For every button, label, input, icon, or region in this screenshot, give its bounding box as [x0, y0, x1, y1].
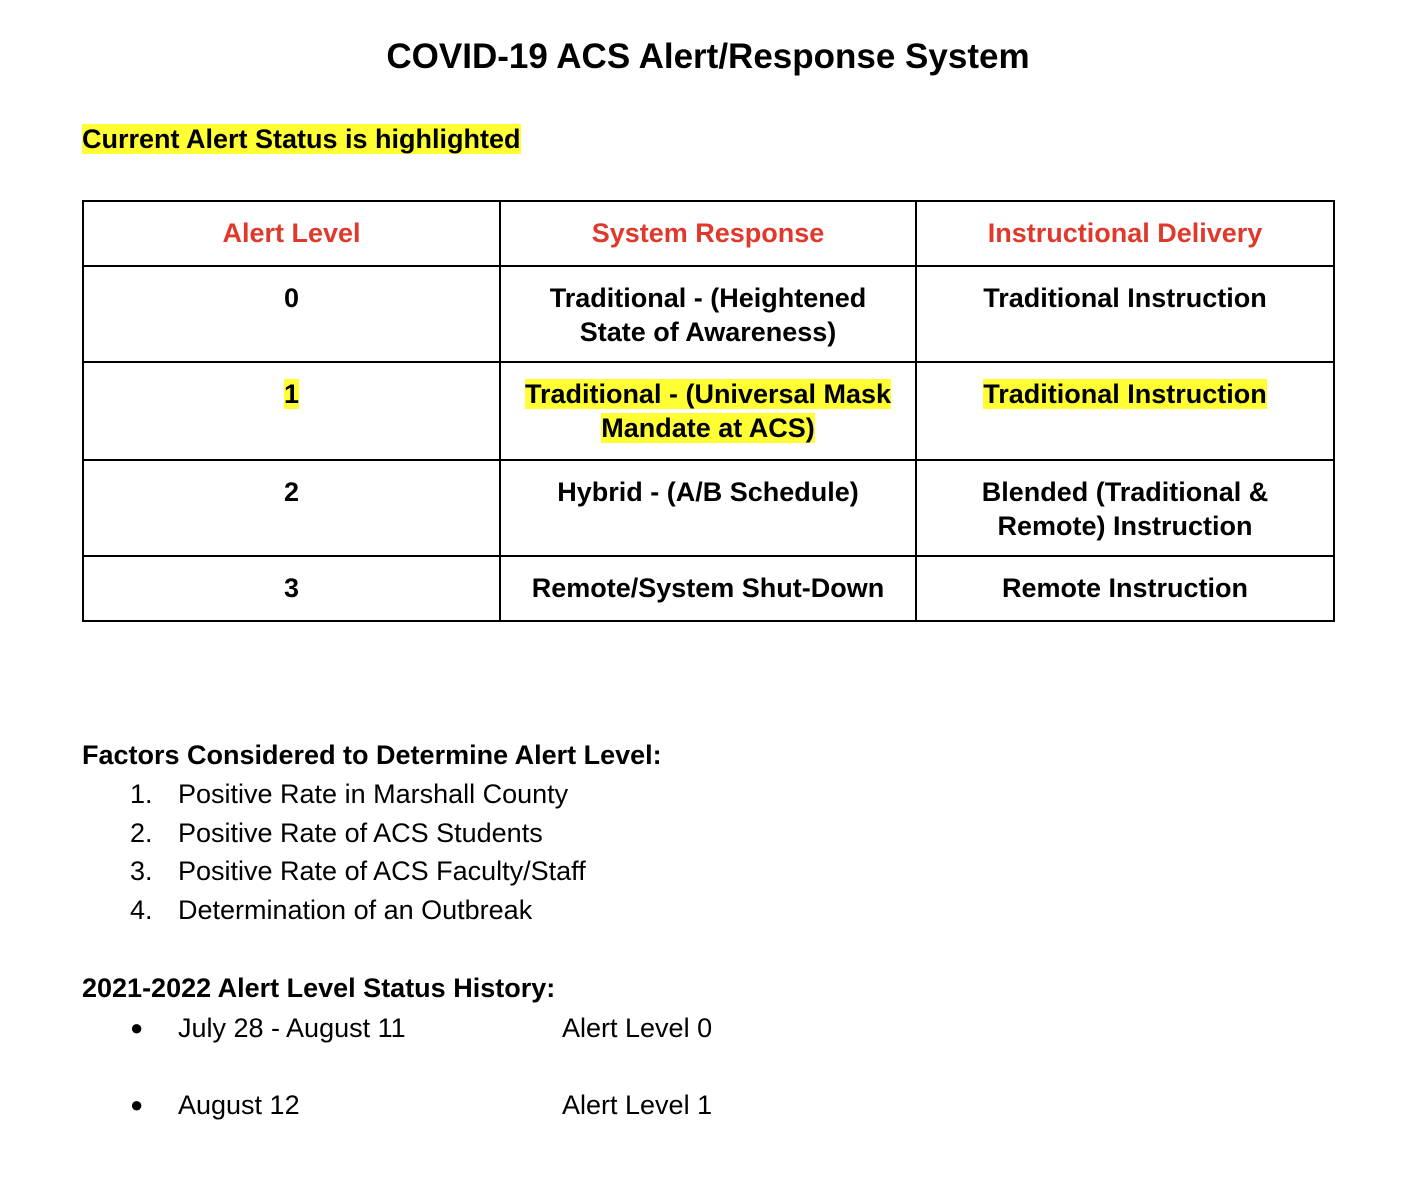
- list-number: 4.: [130, 895, 153, 926]
- instructional-delivery-value: Remote Instruction: [1001, 573, 1249, 603]
- history-level: Alert Level 1: [562, 1090, 713, 1120]
- list-number: 3.: [130, 856, 153, 887]
- alert-level-cell: [83, 556, 500, 621]
- list-number: 1.: [130, 779, 153, 809]
- alert-level-cell: [83, 460, 500, 556]
- alert-level-value: 2: [283, 477, 300, 507]
- instructional-delivery-cell: [916, 362, 1334, 460]
- list-number: 2.: [130, 817, 153, 848]
- table-row-current: [83, 362, 1334, 460]
- status-note-text: Current Alert Status is highlighted: [82, 124, 521, 154]
- alert-level-value: 0: [283, 283, 300, 313]
- bullet-icon: ●: [130, 1092, 144, 1117]
- history-level: Alert Level 0: [562, 1013, 713, 1043]
- history-item: [82, 1088, 882, 1122]
- system-response-cell: [500, 362, 916, 460]
- table-row: [83, 460, 1334, 556]
- factor-text: Positive Rate of ACS Faculty/Staff: [178, 856, 586, 887]
- alert-level-cell: [83, 266, 500, 362]
- instructional-delivery-cell: [916, 460, 1334, 556]
- header-instructional-delivery: Instructional Delivery: [916, 201, 1334, 266]
- alert-level-value: 3: [283, 573, 300, 603]
- factors-heading: Factors Considered to Determine Alert Level:: [82, 740, 662, 770]
- instructional-delivery-cell: [916, 266, 1334, 362]
- factor-text: Determination of an Outbreak: [178, 895, 533, 926]
- bullet-icon: ●: [130, 1015, 144, 1040]
- table-header-row: [83, 201, 1334, 266]
- system-response-value: Remote/System Shut-Down: [531, 573, 885, 603]
- history-date: August 12: [178, 1090, 300, 1120]
- system-response-value-highlighted: Traditional - (Universal Mask Mandate at ACS): [524, 379, 892, 443]
- factor-text: Positive Rate in Marshall County: [178, 779, 569, 809]
- instructional-delivery-value-highlighted: Traditional Instruction: [983, 379, 1267, 409]
- instructional-delivery-cell: [916, 556, 1334, 621]
- document-title: COVID-19 ACS Alert/Response System: [386, 37, 1030, 76]
- current-status-note: [82, 122, 521, 156]
- instructional-delivery-value: Blended (Traditional & Remote) Instruction: [981, 477, 1269, 541]
- history-item: [82, 1011, 882, 1045]
- alert-level-value-highlighted: 1: [283, 379, 300, 409]
- factor-text: Positive Rate of ACS Students: [178, 817, 543, 848]
- system-response-cell: [500, 266, 916, 362]
- alert-level-table: [82, 200, 1335, 622]
- system-response-cell: [500, 460, 916, 556]
- alert-level-cell: [83, 362, 500, 460]
- table-row: [83, 266, 1334, 362]
- system-response-value: Hybrid - (A/B Schedule): [557, 477, 859, 507]
- instructional-delivery-value: Traditional Instruction: [983, 283, 1267, 313]
- history-heading: 2021-2022 Alert Level Status History:: [82, 973, 556, 1003]
- system-response-cell: [500, 556, 916, 621]
- header-system-response: System Response: [500, 201, 916, 266]
- table-row: [83, 556, 1334, 621]
- header-alert-level: Alert Level: [83, 201, 500, 266]
- history-date: July 28 - August 11: [178, 1013, 406, 1043]
- system-response-value: Traditional - (Heightened State of Awareness): [549, 283, 867, 347]
